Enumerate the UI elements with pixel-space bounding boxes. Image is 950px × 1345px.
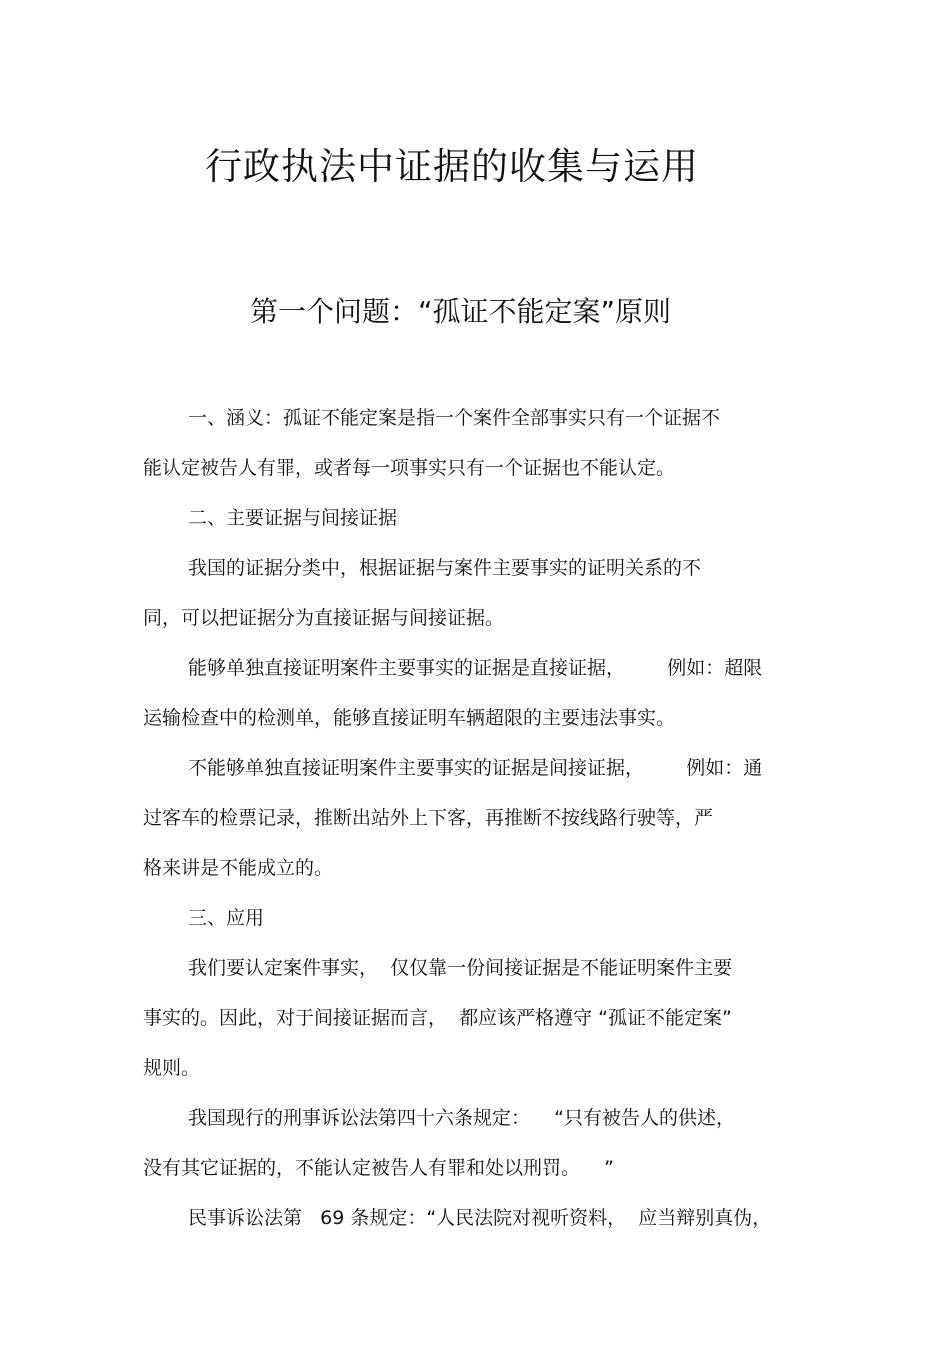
paragraph-line: 同，可以把证据分为直接证据与间接证据。 <box>143 607 505 629</box>
paragraph-line: 运输检查中的检测单，能够直接证明车辆超限的主要违法事实。 <box>143 707 676 729</box>
paragraph-line: 过客车的检票记录，推断出站外上下客，再推断不按线路行驶等，严 <box>143 807 714 829</box>
paragraph-line: 能够单独直接证明案件主要事实的证据是直接证据， 例如：超限 <box>188 657 763 679</box>
paragraph-line: 我国现行的刑事诉讼法第四十六条规定： “只有被告人的供述， <box>188 1107 736 1129</box>
paragraph-line: 一、涵义：孤证不能定案是指一个案件全部事实只有一个证据不 <box>188 407 721 429</box>
paragraph-line: 格来讲是不能成立的。 <box>143 857 334 879</box>
paragraph-line: 能认定被告人有罪，或者每一项事实只有一个证据也不能认定。 <box>143 457 676 479</box>
section-heading: 第一个问题：“孤证不能定案”原则 <box>250 295 672 328</box>
paragraph-line: 不能够单独直接证明案件主要事实的证据是间接证据， 例如：通 <box>188 757 763 779</box>
subheading: 三、应用 <box>188 907 265 929</box>
document-title: 行政执法中证据的收集与运用 <box>205 145 699 188</box>
paragraph-line: 事实的。因此，对于间接证据而言， 都应该严格遵守 “孤证不能定案” <box>143 1007 732 1029</box>
paragraph-line: 民事诉讼法第 69 条规定：“人民法院对视听资料， 应当辩别真伪， <box>188 1207 772 1229</box>
paragraph-line: 规则。 <box>143 1057 201 1079</box>
paragraph-line: 我国的证据分类中，根据证据与案件主要事实的证明关系的不 <box>188 557 702 579</box>
subheading: 二、主要证据与间接证据 <box>188 507 398 529</box>
paragraph-line: 没有其它证据的，不能认定被告人有罪和处以刑罚。 ” <box>143 1157 615 1179</box>
paragraph-line: 我们要认定案件事实， 仅仅靠一份间接证据是不能证明案件主要 <box>188 957 733 979</box>
